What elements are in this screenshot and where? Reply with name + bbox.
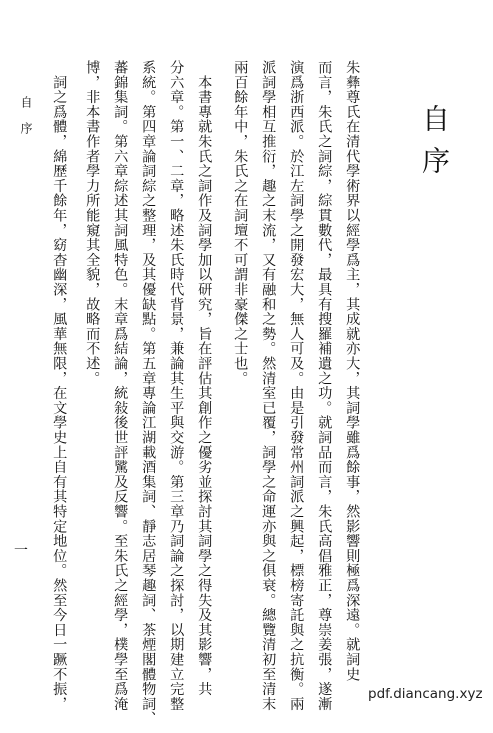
running-footer: 自序 [19,96,33,148]
text-column: 分六章。第一、二章，略述朱氏時代背景，兼論其生平與交游。第三章乃詞論之探討，以期建立完整 [168,60,185,712]
text-column: 而言，朱氏之詞綜，綜貫數代，最具有搜羅補遺之功。就詞品而言，朱氏高倡雅正，尊崇姜張，遂漸 [316,60,333,712]
page-title: 自序 [418,104,451,188]
text-column: 本書專就朱氏之詞作及詞學加以研究，旨在評估其創作之優劣並探討其詞學之得失及其影響，共 [196,60,213,697]
text-column: 兩百餘年中，朱氏之在詞壇不可謂非豪傑之士也。 [232,60,249,386]
text-column: 系統。第四章論詞綜之整理，及其優缺點。第五章專論江湖載酒集詞、靜志居琴趣詞、茶煙閣體物詞、 [140,60,157,726]
text-column: 演爲浙西派。於江左詞學之開發宏大，無人可及。由是引發常州詞派之興起，標榜寄託與之抗衡。兩 [288,60,305,712]
page-number: 一 [14,543,28,559]
text-column: 派詞學相互推衍，趣之末流，又有融和之勢。然清室已覆，詞學之命運亦與之俱衰。總覽清初至清末 [260,60,277,712]
text-column: 蕃錦集詞。第六章綜述其詞風特色。末章爲結論，統敍後世評騭及反響。至朱氏之經學，樸學至爲淹 [112,60,129,712]
text-column: 詞之爲體，綿歷千餘年，窈杳幽深，風華無限，在文學史上自有其特定地位。然至今日一蹶不振， [51,60,68,712]
watermark: pdf.diancang.xyz [368,686,483,702]
text-column: 朱彝尊氏在清代學術界以經學爲主，其成就亦大，其詞學雖爲餘事，然影響則極爲深遠。就詞史 [344,60,361,682]
text-column: 博，非本書作者學力所能窺其全貌，故略而不述。 [84,60,101,386]
